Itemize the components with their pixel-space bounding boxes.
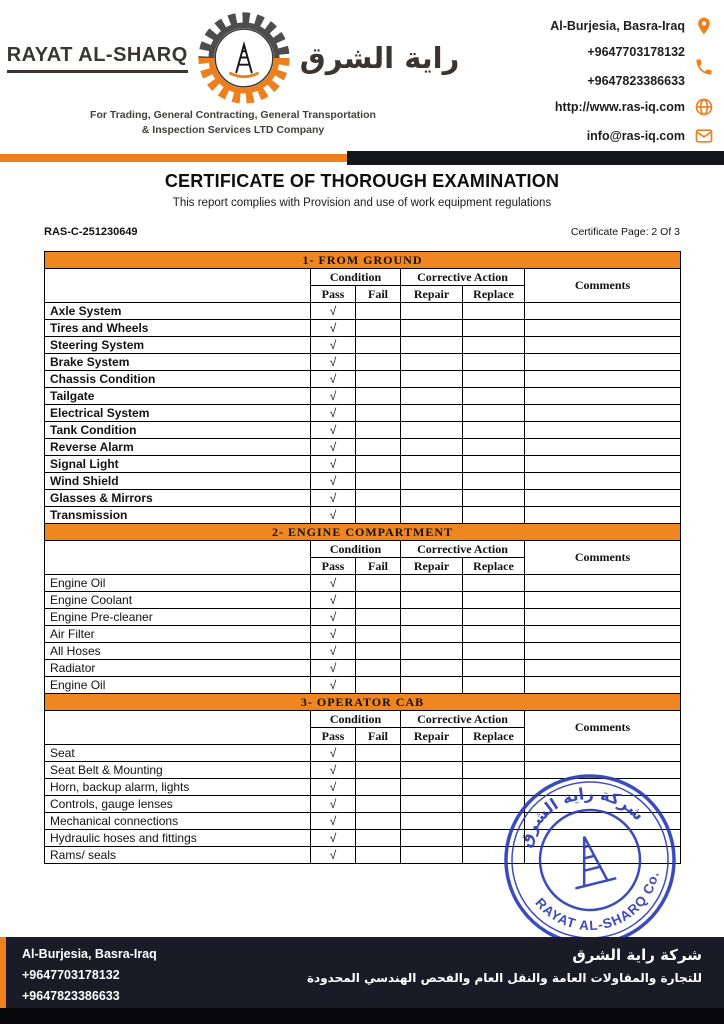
section-header-row bbox=[45, 524, 681, 541]
footer bbox=[0, 937, 724, 1008]
stamp-top-text: شركة راية الشرق bbox=[515, 783, 649, 850]
pass-cell: √ bbox=[311, 473, 356, 490]
pass-cell: √ bbox=[311, 762, 356, 779]
replace-cell bbox=[463, 422, 525, 439]
item-name: Transmission bbox=[45, 507, 311, 524]
replace-cell bbox=[463, 609, 525, 626]
repair-header: Repair bbox=[401, 558, 463, 575]
pass-cell: √ bbox=[311, 320, 356, 337]
divider-orange-bar bbox=[0, 154, 347, 162]
contact-row bbox=[587, 45, 714, 88]
repair-cell bbox=[401, 320, 463, 337]
section-title: 1- FROM GROUND bbox=[45, 252, 681, 269]
comments-cell bbox=[525, 371, 681, 388]
replace-cell bbox=[463, 575, 525, 592]
replace-header: Replace bbox=[463, 286, 525, 303]
table-row bbox=[45, 320, 681, 337]
fail-cell bbox=[356, 337, 401, 354]
condition-header: Condition bbox=[311, 711, 401, 728]
fail-header: Fail bbox=[356, 286, 401, 303]
repair-cell bbox=[401, 507, 463, 524]
fail-cell bbox=[356, 303, 401, 320]
replace-cell bbox=[463, 490, 525, 507]
fail-cell bbox=[356, 847, 401, 864]
contact-text bbox=[587, 45, 685, 88]
contact-row bbox=[555, 97, 714, 117]
tagline-line-1: For Trading, General Contracting, General Transportation bbox=[90, 109, 376, 121]
pass-cell: √ bbox=[311, 388, 356, 405]
repair-cell bbox=[401, 847, 463, 864]
contact-row bbox=[587, 126, 714, 146]
item-name: Glasses & Mirrors bbox=[45, 490, 311, 507]
contact-line: +9647823386633 bbox=[587, 74, 685, 88]
page-indicator: Certificate Page: 2 Of 3 bbox=[570, 226, 680, 238]
table-row bbox=[45, 405, 681, 422]
repair-cell bbox=[401, 813, 463, 830]
phone-icon bbox=[694, 57, 714, 77]
globe-icon bbox=[694, 97, 714, 117]
fail-cell bbox=[356, 626, 401, 643]
comments-cell bbox=[525, 677, 681, 694]
repair-cell bbox=[401, 779, 463, 796]
pass-header: Pass bbox=[311, 728, 356, 745]
repair-cell bbox=[401, 354, 463, 371]
item-name: Engine Oil bbox=[45, 677, 311, 694]
comments-header: Comments bbox=[525, 711, 681, 745]
column-header-row bbox=[45, 711, 681, 728]
fail-cell bbox=[356, 456, 401, 473]
repair-cell bbox=[401, 575, 463, 592]
replace-cell bbox=[463, 592, 525, 609]
replace-cell bbox=[463, 439, 525, 456]
section-header-row bbox=[45, 694, 681, 711]
comments-cell bbox=[525, 354, 681, 371]
fail-cell bbox=[356, 609, 401, 626]
mail-icon bbox=[694, 126, 714, 146]
repair-cell bbox=[401, 762, 463, 779]
replace-cell bbox=[463, 320, 525, 337]
pass-cell: √ bbox=[311, 609, 356, 626]
table-row bbox=[45, 456, 681, 473]
section-header-row bbox=[45, 252, 681, 269]
comments-cell bbox=[525, 575, 681, 592]
item-name: Rams/ seals bbox=[45, 847, 311, 864]
section-title: 2- ENGINE COMPARTMENT bbox=[45, 524, 681, 541]
repair-cell bbox=[401, 371, 463, 388]
fail-header: Fail bbox=[356, 728, 401, 745]
item-name: Electrical System bbox=[45, 405, 311, 422]
table-row bbox=[45, 388, 681, 405]
table-row bbox=[45, 643, 681, 660]
replace-cell bbox=[463, 660, 525, 677]
table-row bbox=[45, 677, 681, 694]
fail-cell bbox=[356, 422, 401, 439]
repair-cell bbox=[401, 592, 463, 609]
replace-cell bbox=[463, 507, 525, 524]
repair-header: Repair bbox=[401, 286, 463, 303]
comments-cell bbox=[525, 337, 681, 354]
pass-cell: √ bbox=[311, 575, 356, 592]
replace-cell bbox=[463, 371, 525, 388]
item-name: Axle System bbox=[45, 303, 311, 320]
fail-cell bbox=[356, 830, 401, 847]
repair-cell bbox=[401, 388, 463, 405]
fail-cell bbox=[356, 371, 401, 388]
comments-header: Comments bbox=[525, 269, 681, 303]
item-name: Engine Pre-cleaner bbox=[45, 609, 311, 626]
comments-cell bbox=[525, 456, 681, 473]
contact-list bbox=[550, 16, 714, 146]
table-row bbox=[45, 473, 681, 490]
repair-cell bbox=[401, 456, 463, 473]
fail-cell bbox=[356, 507, 401, 524]
repair-cell bbox=[401, 422, 463, 439]
table-row bbox=[45, 745, 681, 762]
comments-cell bbox=[525, 388, 681, 405]
company-logo bbox=[6, 10, 460, 138]
contact-line: +9647703178132 bbox=[587, 45, 685, 59]
item-name: Tires and Wheels bbox=[45, 320, 311, 337]
table-row bbox=[45, 337, 681, 354]
fail-cell bbox=[356, 473, 401, 490]
item-name: Radiator bbox=[45, 660, 311, 677]
blank-header-cell bbox=[45, 269, 311, 303]
stamp-derrick-icon bbox=[565, 832, 615, 888]
comments-cell bbox=[525, 439, 681, 456]
fail-cell bbox=[356, 575, 401, 592]
pass-cell: √ bbox=[311, 337, 356, 354]
replace-cell bbox=[463, 388, 525, 405]
fail-cell bbox=[356, 660, 401, 677]
table-row bbox=[45, 592, 681, 609]
pass-cell: √ bbox=[311, 592, 356, 609]
condition-header: Condition bbox=[311, 541, 401, 558]
fail-cell bbox=[356, 796, 401, 813]
fail-cell bbox=[356, 677, 401, 694]
replace-cell bbox=[463, 677, 525, 694]
corrective-action-header: Corrective Action bbox=[401, 711, 525, 728]
comments-cell bbox=[525, 626, 681, 643]
pass-header: Pass bbox=[311, 286, 356, 303]
repair-cell bbox=[401, 745, 463, 762]
comments-cell bbox=[525, 592, 681, 609]
repair-cell bbox=[401, 830, 463, 847]
certificate-reference: RAS-C-251230649 bbox=[44, 226, 138, 238]
table-row bbox=[45, 660, 681, 677]
fail-cell bbox=[356, 490, 401, 507]
item-name: Horn, backup alarm, lights bbox=[45, 779, 311, 796]
item-name: Reverse Alarm bbox=[45, 439, 311, 456]
pass-cell: √ bbox=[311, 677, 356, 694]
fail-cell bbox=[356, 592, 401, 609]
page-subtitle: This report complies with Provision and use of work equipment regulations bbox=[172, 197, 552, 209]
comments-cell bbox=[525, 490, 681, 507]
pass-cell: √ bbox=[311, 439, 356, 456]
repair-cell bbox=[401, 660, 463, 677]
fail-cell bbox=[356, 439, 401, 456]
comments-cell bbox=[525, 320, 681, 337]
item-name: Wind Shield bbox=[45, 473, 311, 490]
repair-cell bbox=[401, 796, 463, 813]
item-name: Hydraulic hoses and fittings bbox=[45, 830, 311, 847]
replace-header: Replace bbox=[463, 558, 525, 575]
footer-company-desc-ar: للتجارة والمقاولات العامة والنقل العام والفحص الهندسي المحدودة bbox=[306, 971, 702, 985]
repair-header: Repair bbox=[401, 728, 463, 745]
item-name: Signal Light bbox=[45, 456, 311, 473]
location-icon bbox=[694, 16, 714, 36]
pass-cell: √ bbox=[311, 507, 356, 524]
pass-cell: √ bbox=[311, 626, 356, 643]
fail-cell bbox=[356, 388, 401, 405]
repair-cell bbox=[401, 643, 463, 660]
replace-cell bbox=[463, 303, 525, 320]
pass-cell: √ bbox=[311, 354, 356, 371]
comments-cell bbox=[525, 660, 681, 677]
contact-line: info@ras-iq.com bbox=[586, 129, 685, 143]
company-name-en: RAYAT AL-SHARQ bbox=[7, 44, 188, 73]
fail-cell bbox=[356, 354, 401, 371]
comments-cell bbox=[525, 405, 681, 422]
fail-cell bbox=[356, 813, 401, 830]
pass-cell: √ bbox=[311, 643, 356, 660]
table-row bbox=[45, 354, 681, 371]
repair-cell bbox=[401, 677, 463, 694]
pass-cell: √ bbox=[311, 779, 356, 796]
pass-cell: √ bbox=[311, 660, 356, 677]
comments-cell bbox=[525, 422, 681, 439]
pass-cell: √ bbox=[311, 830, 356, 847]
table-row bbox=[45, 422, 681, 439]
contact-line: http://www.ras-iq.com bbox=[554, 100, 685, 114]
item-name: Brake System bbox=[45, 354, 311, 371]
contact-row bbox=[550, 16, 714, 36]
footer-left bbox=[22, 944, 157, 1007]
table-row bbox=[45, 575, 681, 592]
item-name: Mechanical connections bbox=[45, 813, 311, 830]
pass-cell: √ bbox=[311, 745, 356, 762]
comments-header: Comments bbox=[525, 541, 681, 575]
replace-cell bbox=[463, 643, 525, 660]
footer-contact-line: +9647703178132 bbox=[22, 968, 120, 982]
stamp-bottom-text: RAYAT AL-SHARQ Co. bbox=[532, 869, 662, 934]
comments-cell bbox=[525, 609, 681, 626]
fail-cell bbox=[356, 320, 401, 337]
item-name: Air Filter bbox=[45, 626, 311, 643]
divider-dark-bar bbox=[347, 151, 724, 165]
company-tagline bbox=[26, 108, 440, 138]
pass-cell: √ bbox=[311, 456, 356, 473]
replace-cell bbox=[463, 762, 525, 779]
repair-cell bbox=[401, 490, 463, 507]
gear-derrick-logo-icon bbox=[196, 10, 292, 106]
pass-header: Pass bbox=[311, 558, 356, 575]
table-row bbox=[45, 626, 681, 643]
replace-cell bbox=[463, 626, 525, 643]
item-name: All Hoses bbox=[45, 643, 311, 660]
footer-orange-accent bbox=[0, 937, 6, 1008]
repair-cell bbox=[401, 439, 463, 456]
fail-cell bbox=[356, 405, 401, 422]
replace-header: Replace bbox=[463, 728, 525, 745]
footer-right bbox=[307, 945, 702, 985]
fail-cell bbox=[356, 779, 401, 796]
replace-cell bbox=[463, 405, 525, 422]
reference-row bbox=[44, 226, 680, 238]
contact-line: Al-Burjesia, Basra-Iraq bbox=[550, 19, 685, 33]
comments-cell bbox=[525, 507, 681, 524]
item-name: Engine Coolant bbox=[45, 592, 311, 609]
repair-cell bbox=[401, 303, 463, 320]
replace-cell bbox=[463, 473, 525, 490]
pass-cell: √ bbox=[311, 303, 356, 320]
contact-text bbox=[555, 100, 685, 114]
blank-header-cell bbox=[45, 711, 311, 745]
item-name: Tank Condition bbox=[45, 422, 311, 439]
corrective-action-header: Corrective Action bbox=[401, 541, 525, 558]
comments-cell bbox=[525, 473, 681, 490]
comments-cell bbox=[525, 303, 681, 320]
pass-cell: √ bbox=[311, 405, 356, 422]
table-row bbox=[45, 490, 681, 507]
footer-black-bar bbox=[0, 1008, 724, 1024]
replace-cell bbox=[463, 456, 525, 473]
condition-header: Condition bbox=[311, 269, 401, 286]
repair-cell bbox=[401, 609, 463, 626]
tagline-line-2: & Inspection Services LTD Company bbox=[141, 124, 325, 137]
item-name: Steering System bbox=[45, 337, 311, 354]
pass-cell: √ bbox=[311, 796, 356, 813]
item-name: Tailgate bbox=[45, 388, 311, 405]
fail-cell bbox=[356, 762, 401, 779]
pass-cell: √ bbox=[311, 813, 356, 830]
comments-cell bbox=[525, 643, 681, 660]
pass-cell: √ bbox=[311, 371, 356, 388]
table-row bbox=[45, 439, 681, 456]
page-title: CERTIFICATE OF THOROUGH EXAMINATION bbox=[164, 171, 560, 191]
replace-cell bbox=[463, 337, 525, 354]
item-name: Seat bbox=[45, 745, 311, 762]
fail-header: Fail bbox=[356, 558, 401, 575]
item-name: Chassis Condition bbox=[45, 371, 311, 388]
replace-cell bbox=[463, 745, 525, 762]
table-row bbox=[45, 371, 681, 388]
column-header-row bbox=[45, 541, 681, 558]
repair-cell bbox=[401, 405, 463, 422]
blank-header-cell bbox=[45, 541, 311, 575]
repair-cell bbox=[401, 626, 463, 643]
item-name: Engine Oil bbox=[45, 575, 311, 592]
table-row bbox=[45, 507, 681, 524]
column-header-row bbox=[45, 269, 681, 286]
item-name: Seat Belt & Mounting bbox=[45, 762, 311, 779]
replace-cell bbox=[463, 354, 525, 371]
contact-text bbox=[587, 129, 685, 143]
repair-cell bbox=[401, 473, 463, 490]
pass-cell: √ bbox=[311, 847, 356, 864]
footer-contact-line: +9647823386633 bbox=[22, 989, 120, 1003]
pass-cell: √ bbox=[311, 490, 356, 507]
table-row bbox=[45, 303, 681, 320]
logo-row bbox=[6, 10, 460, 106]
fail-cell bbox=[356, 745, 401, 762]
comments-cell bbox=[525, 745, 681, 762]
item-name: Controls, gauge lenses bbox=[45, 796, 311, 813]
fail-cell bbox=[356, 643, 401, 660]
repair-cell bbox=[401, 337, 463, 354]
footer-company-name-ar: شركة راية الشرق bbox=[572, 946, 702, 964]
footer-contact-line: Al-Burjesia, Basra-Iraq bbox=[22, 947, 157, 961]
company-name-ar: راية الشرق bbox=[299, 41, 460, 75]
contact-text bbox=[550, 19, 685, 33]
pass-cell: √ bbox=[311, 422, 356, 439]
section-title: 3- OPERATOR CAB bbox=[45, 694, 681, 711]
corrective-action-header: Corrective Action bbox=[401, 269, 525, 286]
table-row bbox=[45, 609, 681, 626]
